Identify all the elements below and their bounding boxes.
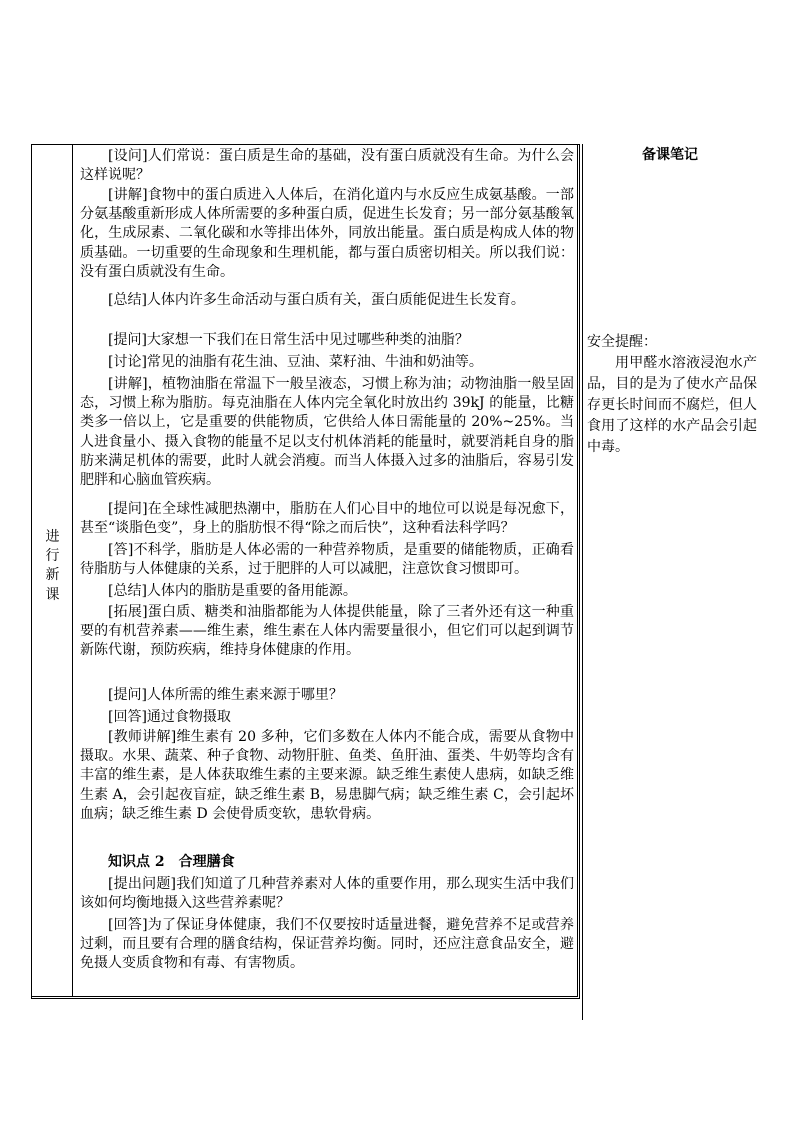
notes-title: 备课笔记 <box>642 147 698 163</box>
stage-char: 行 <box>45 548 60 565</box>
stage-char: 课 <box>45 586 60 603</box>
paragraph-answer-fat: [答]不科学，脂肪是人体必需的一种营养物质，是重要的储能物质，正确看待脂肪与人体健康的关系，过于肥胖的人可以减肥，注意饮食习惯即可。 <box>80 542 574 578</box>
paragraph-extend-vitamin: [拓展]蛋白质、糖类和油脂都能为人体提供能量，除了三者外还有这一种重要的有机营养素——维生素，维生素在人体内需要量很小，但它们可以起到调节新陈代谢，预防疾病，维持身体健康的作用。 <box>80 604 574 659</box>
paragraph-question-fat: [提问]在全球性减肥热潮中，脂肪在人们心目中的地位可以说是每况愈下，甚至“谈脂色变”，身上的脂肪恨不得“除之而后快”，这种看法科学吗？ <box>80 501 574 537</box>
stage-column <box>32 145 73 996</box>
section-heading: 知识点 2 合理膳食 <box>108 854 235 870</box>
paragraph-question-protein: [设问]人们常说：蛋白质是生命的基础，没有蛋白质就没有生命。为什么会这样说呢？ <box>80 148 574 184</box>
stage-char: 进 <box>45 529 60 545</box>
paragraph-summary-fat: [总结]人体内的脂肪是重要的备用能源。 <box>108 583 357 599</box>
stage-label <box>32 528 73 605</box>
notes-divider <box>582 144 583 1020</box>
paragraph-explain-oil: [讲解]，植物油脂在常温下一般呈液态，习惯上称为油；动物油脂一般呈固态，习惯上称为脂肪。每克油脂在人体内完全氧化时放出约 39kJ 的能量，比糖类多一倍以上，它是重要的供能物质，它供给人体日需能量的 20%~25%。当人进食量小、摄入食物的能量不足以支付机体消耗的能量时，就要消耗自身的脂肪来满足机体的需要，此时人就会消瘦。而当人体摄入过多的油脂后，容易引发肥胖和心脑血管疾病。 <box>80 376 574 489</box>
paragraph-answer-diet: [回答]为了保证身体健康，我们不仅要按时适量进餐，避免营养不足或营养过剩，而且要有合理的膳食结构，保证营养均衡。同时，还应注意食品安全，避免摄人变质食物和有毒、有害物质。 <box>80 917 574 972</box>
safety-note <box>587 332 757 458</box>
paragraph-explain-protein: [讲解]食物中的蛋白质进入人体后，在消化道内与水反应生成氨基酸。一部分氨基酸重新形成人体所需要的多种蛋白质，促进生长发育；另一部分氨基酸氧化，生成尿素、二氧化碳和水等排出体外，同放出能量。蛋白质是构成人体的物质基础。一切重要的生命现象和生理机能，都与蛋白质密切相关。所以我们说：没有蛋白质就没有生命。 <box>80 187 574 280</box>
paragraph-answer-vitamin: [回答]通过食物摄取 <box>108 709 231 725</box>
paragraph-summary-protein: [总结]人体内许多生命活动与蛋白质有关，蛋白质能促进生长发育。 <box>108 292 525 308</box>
content-column <box>76 145 574 996</box>
safety-label: 安全提醒： <box>587 334 657 350</box>
paragraph-teacher-vitamin: [教师讲解]维生素有 20 多种，它们多数在人体内不能合成，需要从食物中摄取。水果、蔬菜、种子食物、动物肝脏、鱼类、鱼肝油、蛋类、牛奶等均含有丰富的维生素，是人体获取维生素的主要来源。缺乏维生素使人患病，如缺乏维生素 A，会引起夜盲症，缺乏维生素 B，易患脚气病；缺乏维生素 C，会引起坏血病；缺乏维生素 D 会使骨质变软，患软骨病。 <box>80 729 574 822</box>
paragraph-question-vitamin: [提问]人体所需的维生素来源于哪里？ <box>108 687 343 703</box>
stage-char: 新 <box>45 567 60 584</box>
paragraph-question-oil: [提问]大家想一下我们在日常生活中见过哪些种类的油脂？ <box>108 332 469 348</box>
safety-text: 用甲醛水溶液浸泡水产品，目的是为了使水产品保存更长时间而不腐烂，但人食用了这样的水产品会引起中毒。 <box>587 355 757 455</box>
paragraph-question-diet: [提出问题]我们知道了几种营养素对人体的重要作用，那么现实生活中我们该如何均衡地摄入这些营养素呢？ <box>80 876 574 912</box>
paragraph-discuss-oil: [讨论]常见的油脂有花生油、豆油、菜籽油、牛油和奶油等。 <box>108 354 483 370</box>
lesson-table <box>31 144 578 997</box>
